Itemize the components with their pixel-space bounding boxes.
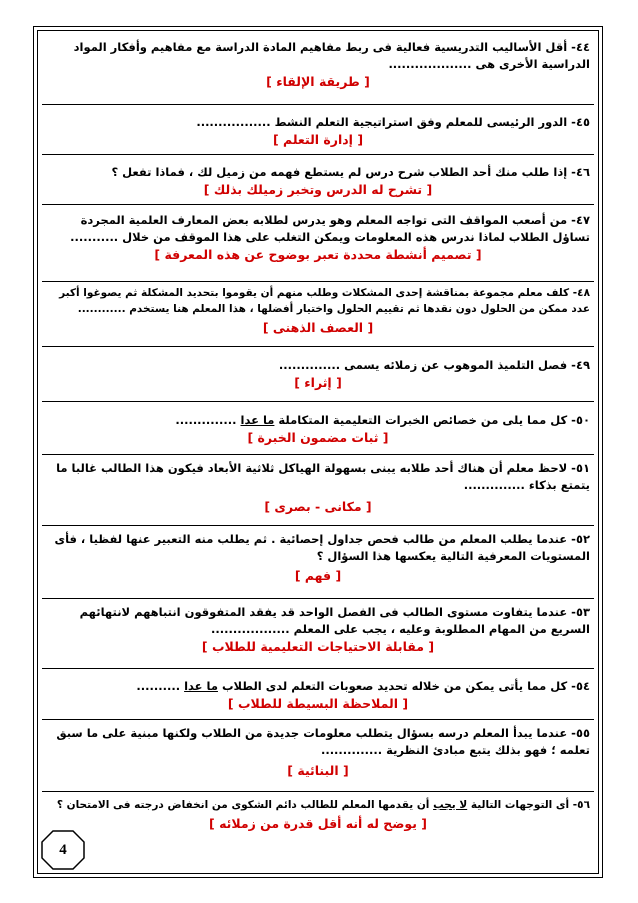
question-44 (42, 36, 594, 105)
question-55 (42, 720, 594, 792)
answer-text: [ إثراء ] (294, 375, 342, 390)
question-56 (42, 792, 594, 847)
question-53 (42, 599, 594, 669)
question-text-end: أن يقدمها المعلم للطالب دائم الشكوى من انخفاض درجته فى الامتحان ؟ (56, 799, 434, 811)
question-text: ٥٢- عندما يطلب المعلم من طالب فحص جداول إحصائية . ثم يطلب منه التعبير عنها لفظيا ، فأى المستويات المعرفية التالية يعكسها هذا السؤال ؟ (54, 532, 590, 563)
question-text-start: ٥٦- أى التوجهات التالية (467, 799, 590, 811)
answer-text: [ الملاحظة البسيطة للطلاب ] (227, 696, 409, 711)
answer-text: [ العصف الذهنى ] (262, 320, 374, 335)
question-text: ٤٥- الدور الرئيسى للمعلم وفق استراتيجية التعلم النشط ................. (196, 115, 590, 129)
answer-text: [ إدارة التعلم ] (272, 132, 364, 147)
question-text: ٤٤- أقل الأساليب التدريسية فعالية فى ربط مفاهيم المادة الدراسة مع مفاهيم وأفكار المواد الدراسية الأخرى هى ................... (73, 40, 590, 71)
answer-text: [ يوضح له أنه أقل قدرة من زملائه ] (209, 816, 427, 831)
question-text (46, 797, 590, 813)
question-text-underlined: ما عدا (184, 679, 218, 693)
question-text: ٤٧- من أصعب المواقف التى تواجه المعلم وهو يدرس لطلابه بعض المعارف العلمية المجردة تساؤل الطلاب لماذا ندرس هذه المعلومات ويمكن التغلب على هذا الموقف من خلال ........... (70, 213, 590, 244)
question-51 (42, 455, 594, 526)
answer-text: [ مقابلة الاحتياجات التعليمية للطلاب ] (201, 639, 435, 654)
questions-list (42, 36, 594, 847)
question-49 (42, 347, 594, 402)
question-47 (42, 205, 594, 282)
question-text (46, 412, 590, 429)
question-text: ٤٨- كلف معلم مجموعة بمناقشة إحدى المشكلات وطلب منهم أن يقوموا بتحديد المشكلة ثم يصوغوا أكبر عدد ممكن من الحلول دون نقدها ثم تقييم الحلول واختيار أفضلها ، هذا المعلم هنا يستخدم ............ (59, 287, 590, 315)
question-text: ٥٥- عندما يبدأ المعلم درسه بسؤال يتطلب معلومات جديدة من الطلاب ولكنها مبنية على ما سبق تعلمه ؛ فهو بذلك يتبع مبادئ النظرية .............. (56, 726, 590, 757)
answer-text: [ طريقة الإلقاء ] (266, 74, 370, 89)
answer-text: [ تصميم أنشطة محددة تعبر بوضوح عن هذه المعرفة ] (154, 247, 482, 262)
answer-text: [ فهم ] (294, 568, 342, 583)
page-number: 4 (59, 842, 67, 858)
question-46 (42, 155, 594, 205)
question-45 (42, 105, 594, 155)
question-50 (42, 402, 594, 455)
answer-text: [ تشرح له الدرس وتخبر زميلك بذلك ] (203, 182, 433, 197)
page-number-badge (41, 830, 85, 870)
question-text-underlined: ما عدا (240, 413, 275, 427)
question-48 (42, 282, 594, 347)
question-text (46, 678, 590, 695)
question-54 (42, 669, 594, 720)
question-text-start: ٥٠- كل مما يلى من خصائص الخبرات التعليمية المتكاملة (274, 413, 590, 427)
answer-text: [ البنائية ] (287, 763, 349, 778)
question-text-end: .......... (136, 679, 185, 693)
question-text-start: ٥٤- كل مما يأتى يمكن من خلاله تحديد صعوبات التعلم لدى الطلاب (217, 679, 590, 693)
question-52 (42, 526, 594, 599)
question-text: ٥٣- عندما يتفاوت مستوى الطالب فى الفصل الواحد قد يفقد المتفوقون انتباههم لانتهائهم السريع من المهام المطلوبة وعليه ، يجب على المعلم .................. (79, 605, 590, 636)
question-text: ٤٩- فصل التلميذ الموهوب عن زملائه يسمى .............. (278, 358, 590, 372)
answer-text: [ مكانى - بصرى ] (264, 499, 372, 514)
question-text-end: .............. (175, 413, 241, 427)
answer-text: [ ثبات مضمون الخبرة ] (247, 430, 389, 445)
question-text: ٥١- لاحظ معلم أن هناك أحد طلابه يبنى بسهولة الهياكل ثلاثية الأبعاد فيكون هذا الطالب غالبا ما يتمتع بذكاء .............. (56, 461, 590, 492)
question-text: ٤٦- إذا طلب منك أحد الطلاب شرح درس لم يستطع فهمه من زميل لك ، فماذا تفعل ؟ (111, 165, 590, 179)
question-text-underlined: لا يجب (433, 799, 468, 811)
